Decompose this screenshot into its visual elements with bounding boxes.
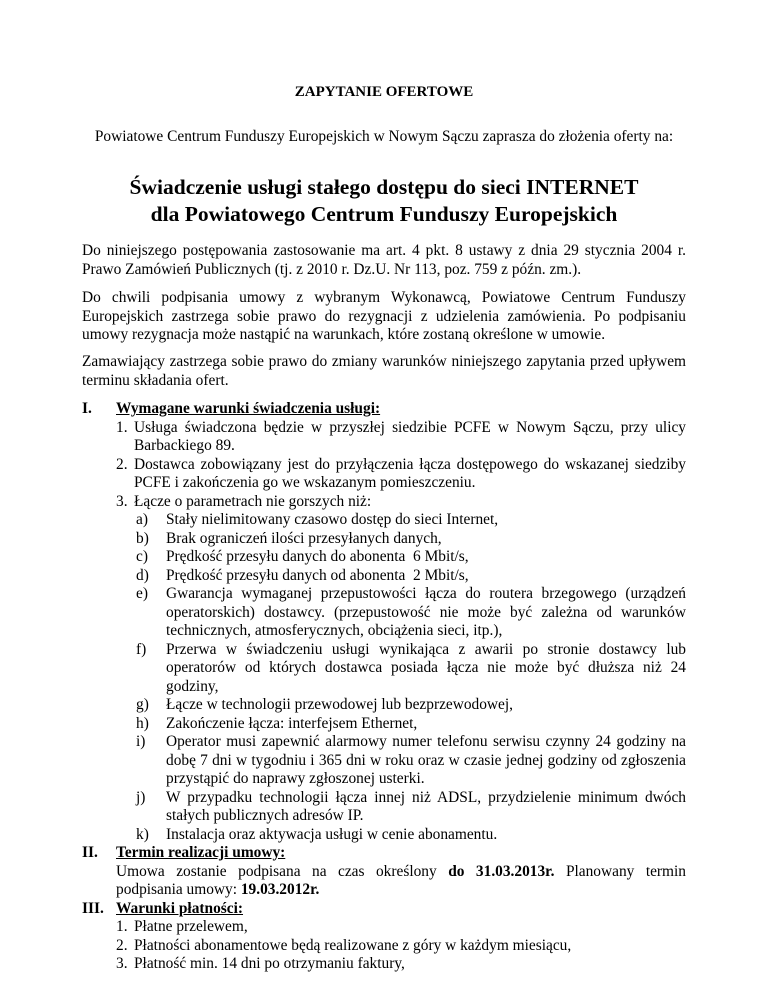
subject-title-line2: dla Powiatowego Centrum Funduszy Europejskich <box>150 202 618 226</box>
sublist-letter: c) <box>136 548 148 565</box>
section-number: II. <box>82 844 98 861</box>
list-number: 3. <box>116 955 128 972</box>
sublist-item: W przypadku technologii łącza innej niż ADSL, przydzielenie minimum dwóch stałych publicznych adresów IP. <box>166 788 686 824</box>
list-item: Płatności abonamentowe będą realizowane z góry w każdym miesiącu, <box>134 936 572 954</box>
sublist-item: Zakończenie łącza: interfejsem Ethernet, <box>166 714 418 732</box>
list-item: Płatne przelewem, <box>134 918 248 935</box>
term-paragraph <box>116 863 686 900</box>
list-number: 1. <box>116 918 128 935</box>
term-text-a: Umowa zostanie podpisana na czas określony <box>116 862 449 880</box>
sublist-item: Przerwa w świadczeniu usługi wynikająca z awarii po stronie dostawcy lub operatorów od których dostawca posiada łącza nie może być dłuższa niż 24 godziny, <box>166 640 686 695</box>
subject-title-line1: Świadczenie usługi stałego dostępu do sieci INTERNET <box>129 175 639 199</box>
paragraph-legal-basis: Do niniejszego postępowania zastosowanie ma art. 4 pkt. 8 ustawy z dnia 29 stycznia 2004 r. Prawo Zamówień Publicznych (tj. z 2010 r. Dz.U. Nr 113, poz. 759 z późn. zm.). <box>82 242 686 278</box>
list-number: 2. <box>116 455 128 473</box>
sublist-letter: i) <box>136 733 146 750</box>
sublist-letter: g) <box>136 696 149 713</box>
sublist-letter: b) <box>136 529 149 547</box>
paragraph-changes: Zamawiający zastrzega sobie prawo do zmiany warunków niniejszego zapytania przed upływem terminu składania ofert. <box>82 353 686 389</box>
sublist-item: Brak ograniczeń ilości przesyłanych danych, <box>166 529 442 547</box>
section-title: Wymagane warunki świadczenia usługi: <box>116 400 381 417</box>
section-number: I. <box>82 400 92 417</box>
list-number: 3. <box>116 492 128 510</box>
paragraph-withdrawal: Do chwili podpisania umowy z wybranym Wykonawcą, Powiatowe Centrum Funduszy Europejskich zastrzega sobie prawo do rezygnacji z udzielenia zamówienia. Po podpisaniu umowy rezygnacja może nastąpić na warunkach, które zostaną określone w umowie. <box>82 289 686 343</box>
term-text-b: Planowany termin podpisania umowy: <box>116 862 686 898</box>
sublist-item: Łącze w technologii przewodowej lub bezprzewodowej, <box>166 696 514 713</box>
sublist-item: Prędkość przesyłu danych do abonenta 6 Mbit/s, <box>166 548 469 565</box>
sublist-letter: j) <box>136 788 146 806</box>
list-item: Usługa świadczona będzie w przyszłej siedzibie PCFE w Nowym Sączu, przy ulicy Barbackiego 89. <box>134 418 686 454</box>
sublist-letter: h) <box>136 714 149 732</box>
term-end-date: do 31.03.2013r. <box>448 862 555 880</box>
term-sign-date: 19.03.2012r. <box>240 881 320 898</box>
list-number: 2. <box>116 936 128 954</box>
section-title: Termin realizacji umowy: <box>116 844 286 861</box>
sublist-item: Instalacja oraz aktywacja usługi w cenie abonamentu. <box>166 825 498 843</box>
subject-title <box>0 174 768 228</box>
sublist-letter: f) <box>136 640 147 658</box>
list-item: Łącze o parametrach nie gorszych niż: <box>134 492 372 510</box>
sublist-item: Prędkość przesyłu danych od abonenta 2 Mbit/s, <box>166 566 469 584</box>
section-number: III. <box>82 899 104 917</box>
sublist-letter: a) <box>136 511 148 528</box>
list-item: Płatność min. 14 dni po otrzymaniu faktury, <box>134 955 405 972</box>
sublist-item: Gwarancja wymaganej przepustowości łącza do routera brzegowego (urządzeń operatorskich) dostawcy. (przepustowość nie może być zależna od warunków technicznych, atmosferycznych, obciążenia sieci, itp.), <box>166 585 686 639</box>
sublist-letter: e) <box>136 585 148 602</box>
sublist-letter: d) <box>136 566 149 584</box>
intro-line: Powiatowe Centrum Funduszy Europejskich w Nowym Sączu zaprasza do złożenia oferty na: <box>94 128 674 145</box>
sublist-item: Operator musi zapewnić alarmowy numer telefonu serwisu czynny 24 godziny na dobę 7 dni w tygodniu i 365 dni w roku oraz w czasie jednej godziny od zgłoszenia przystąpić do naprawy zgłoszonej usterki. <box>166 733 686 787</box>
list-item: Dostawca zobowiązany jest do przyłączenia łącza dostępowego do wskazanej siedziby PCFE i zakończenia go we wskazanym pomieszczeniu. <box>134 455 686 491</box>
sublist-item: Stały nielimitowany czasowo dostęp do sieci Internet, <box>166 511 499 528</box>
section-title: Warunki płatności: <box>116 899 244 917</box>
list-number: 1. <box>116 418 128 436</box>
sublist-letter: k) <box>136 825 149 843</box>
document-heading: ZAPYTANIE OFERTOWE <box>294 84 474 100</box>
